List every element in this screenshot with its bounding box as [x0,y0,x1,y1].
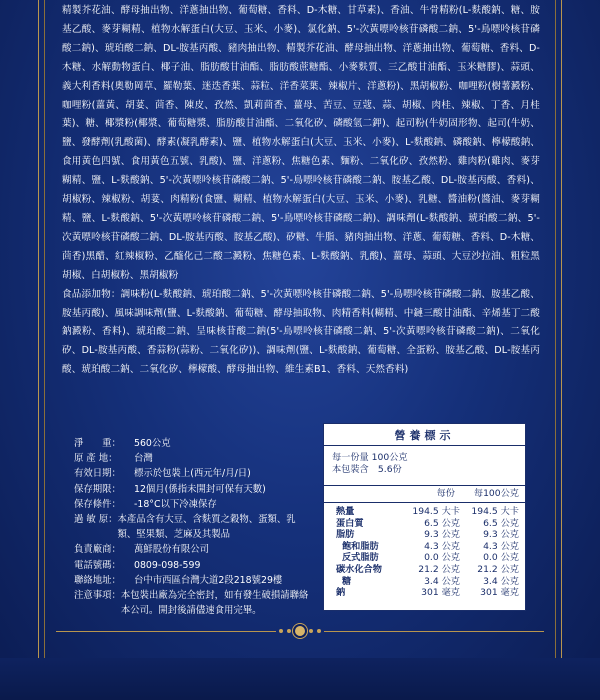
nutrition-row [324,518,525,530]
nutrition-panel [323,423,526,611]
info-value: 台中市西區台灣大道2段218號29樓 [134,574,283,586]
nutrient-name: 蛋白質 [336,517,364,529]
additives-text: 食品添加物：調味粉(L-麩酸鈉、琥珀酸二鈉、5'-次黃嘌呤核苷磷酸二鈉、5'-鳥嘌呤核苷磷酸二鈉、胺基乙酸、胺基丙酸)、風味調味劑(鹽、L-麩酸鈉、葡萄糖、酵母抽取物、肉精香料(糊精、中鏈三酸甘油酯、辛烯基丁二酸鈉澱粉、香料)、琥珀酸二鈉、呈味核苷酸二鈉(5'-鳥嘌呤核苷磷酸二鈉、5'-次黃嘌呤核苷磷酸二鈉)、二氧化矽、DL-胺基丙酸、香蒜粉(蒜粉、二氧化矽))、調味劑(鹽、L-麩酸鈉、葡萄糖、全蛋粉、胺基乙酸、DL-胺基丙酸、琥珀酸二鈉、二氧化矽、檸檬酸、酵母抽出物、維生素B1、香料、天然香料) [62,288,540,376]
nutrient-name: 碳水化合物 [336,563,382,575]
gold-frame-left [38,0,39,658]
info-value: 12個月(係指未開封可保有天數) [134,483,266,495]
bottom-band [0,658,600,700]
per-serving-value: 301 毫克 [421,587,460,599]
info-row [74,558,314,573]
info-label: 保存條件： [74,498,121,510]
nutrition-row [324,564,525,576]
info-row [74,542,314,557]
per-100g-value: 3.4 公克 [483,575,519,587]
nutrition-row [324,552,525,564]
nutrient-name: 熱量 [336,506,355,517]
per-serving-value: 4.3 公克 [424,540,460,552]
col-per-100g: 每100公克 [473,488,519,499]
ingredients-block [62,2,540,380]
ornament-center [295,626,305,636]
per-100g-value: 0.0 公克 [483,552,519,564]
info-value: 560公克 [134,438,171,449]
info-row [74,573,314,588]
info-label: 有效日期： [74,468,121,480]
info-label: 保存期限： [74,483,121,495]
ornament-dot [279,629,283,633]
info-row [74,451,314,466]
nutrient-name: 反式脂肪 [342,552,379,564]
nutrition-column-header [324,485,525,503]
info-label: 電話號碼： [74,559,121,571]
ornament-dot [309,629,313,633]
serving-size: 每一份量 100公克 [332,452,408,463]
info-label: 聯絡地址： [74,574,121,586]
per-serving-value: 6.5 公克 [424,517,460,529]
col-per-serving: 每份 [436,488,455,499]
per-100g-value: 301 毫克 [480,587,519,599]
info-row [74,588,314,618]
nutrition-row [324,587,525,599]
per-serving-value: 21.2 公克 [418,563,460,575]
product-info [74,436,314,618]
info-value: 標示於包裝上(西元年/月/日) [134,468,251,480]
info-value: 本產品含有大豆、含麩質之穀物、蛋類、乳類、堅果類、芝麻及其製品 [117,514,296,541]
info-row [74,466,314,481]
servings-per-package: 本包裝含 5.6份 [332,463,402,475]
nutrient-name: 糖 [342,575,352,587]
per-serving-value: 9.3 公克 [424,529,460,541]
nutrition-row [324,576,525,588]
info-row [74,436,314,451]
nutrient-name: 鈉 [336,587,346,599]
ingredients-text: 精製芥花油、酵母抽出物、洋蔥抽出物、葡萄糖、香料、D-木糖、甘草素)、香油、牛骨精粉(L-麩酸鈉、糖、胺基乙酸、麥芽糊精、植物水解蛋白(大豆、玉米、小麥)、氯化鈉、5'-次黃嘌呤核苷磷酸二鈉、5'-鳥嘌呤核苷磷酸二鈉)、琥珀酸二鈉、DL-胺基丙酸、豬肉抽出物、精製芥花油、酵母抽出物、洋蔥抽出物、葡萄糖、香料、D-木糖、水解動物蛋白、椰子油、脂肪酸甘油酯、脂肪酸蔗糖酯、小麥麩質、三乙酸甘油酯、玉米糖膠)、蒜頭、義大利香料(奧勒岡草、羅勒葉、迷迭香葉、蒜粒、洋香菜葉、辣椒片、洋蔥粉)、黑胡椒粉、咖哩粉(樹薯澱粉、咖哩粉(薑黃、胡荽、茴香、陳皮、孜然、凱莉茴香、薑母、苦豆、豆蔻、蒜、胡椒、肉桂、辣椒、丁香、月桂葉)、糖、椰漿粉(椰漿、葡萄糖漿、脂肪酸甘油酯、二氧化矽、磷酸氫二鉀)、起司粉(牛奶固形物、起司(牛奶、鹽、發酵劑(乳酸菌)、酵素(凝乳酵素)、鹽、植物水解蛋白(大豆、玉米、小麥)、L-麩酸鈉、磷酸鈉、檸檬酸鈉、食用黃色四號、食用黃色五號、乳酸)、鹽、洋蔥粉、焦糖色素、麵粉、二氧化矽、孜然粉、雞肉粉(雞肉、麥芽糊精、鹽、L-麩酸鈉、5'-次黃嘌呤核苷磷酸二鈉、5'-鳥嘌呤核苷磷酸二鈉、胺基乙酸、DL-胺基丙酸、香料)、胡椒粉、辣椒粉、胡荽、肉精粉(食鹽、糊精、植物水解蛋白(大豆、玉米、小麥)、乳糖、醬油粉(醬油、麥芽糊精、鹽、L-麩酸鈉、5'-次黃嘌呤核苷磷酸二鈉、5'-鳥嘌呤核苷磷酸二鈉)、調味劑(L-麩酸鈉、琥珀酸二鈉、5'-次黃嘌呤核苷磷酸二鈉、DL-胺基丙酸、胺基乙酸)、矽糖、牛脂、豬肉抽出物、洋蔥、葡萄糖、香料、D-木糖、茴香)黑醋、紅辣椒粉、乙醯化己二酸二澱粉、焦糖色素、L-麩酸鈉、乳酸)、薑母、蒜頭、大豆沙拉油、粗粒黑胡椒、白胡椒粉、黑胡椒粉 [62,5,540,281]
per-100g-value: 9.3 公克 [483,529,519,541]
per-serving-value: 0.0 公克 [424,552,460,564]
gold-rule-left [56,631,276,632]
gold-frame-right-inner [555,0,556,658]
nutrition-row [324,541,525,553]
ornament-dot [287,629,291,633]
per-100g-value: 4.3 公克 [483,540,519,552]
serving-info [324,446,525,475]
info-row [74,497,314,512]
info-row [74,482,314,497]
per-100g-value: 194.5 大卡 [471,506,519,517]
nutrition-table [324,506,525,599]
nutrient-name: 脂肪 [336,529,355,541]
gold-frame-left-inner [44,0,45,658]
gold-frame-right [561,0,562,658]
info-label: 注意事項： [74,590,121,602]
nutrition-title: 營養標示 [324,424,525,446]
gold-rule-right [324,631,544,632]
per-100g-value: 21.2 公克 [477,563,519,575]
per-serving-value: 3.4 公克 [424,575,460,587]
info-value: 0809-098-599 [134,559,201,571]
info-value: -18°C以下冷凍保存 [134,498,217,510]
info-label: 過 敏 原： [74,514,118,526]
info-value: 萬鮮股份有限公司 [134,544,210,556]
per-serving-value: 194.5 大卡 [412,506,460,517]
info-label: 原 產 地： [74,453,118,465]
info-value: 本包裝出廠為完全密封，如有發生破損請聯絡本公司。開封後請儘速食用完畢。 [120,590,309,617]
info-label: 負責廠商： [74,544,121,556]
ornament-dot [317,629,321,633]
nutrition-row [324,506,525,518]
gold-ornament-icon [272,624,328,638]
info-label: 淨 重： [74,438,121,449]
info-row [74,512,314,542]
per-100g-value: 6.5 公克 [483,517,519,529]
info-value: 台灣 [134,453,153,465]
nutrition-row [324,529,525,541]
nutrient-name: 飽和脂肪 [342,540,379,552]
